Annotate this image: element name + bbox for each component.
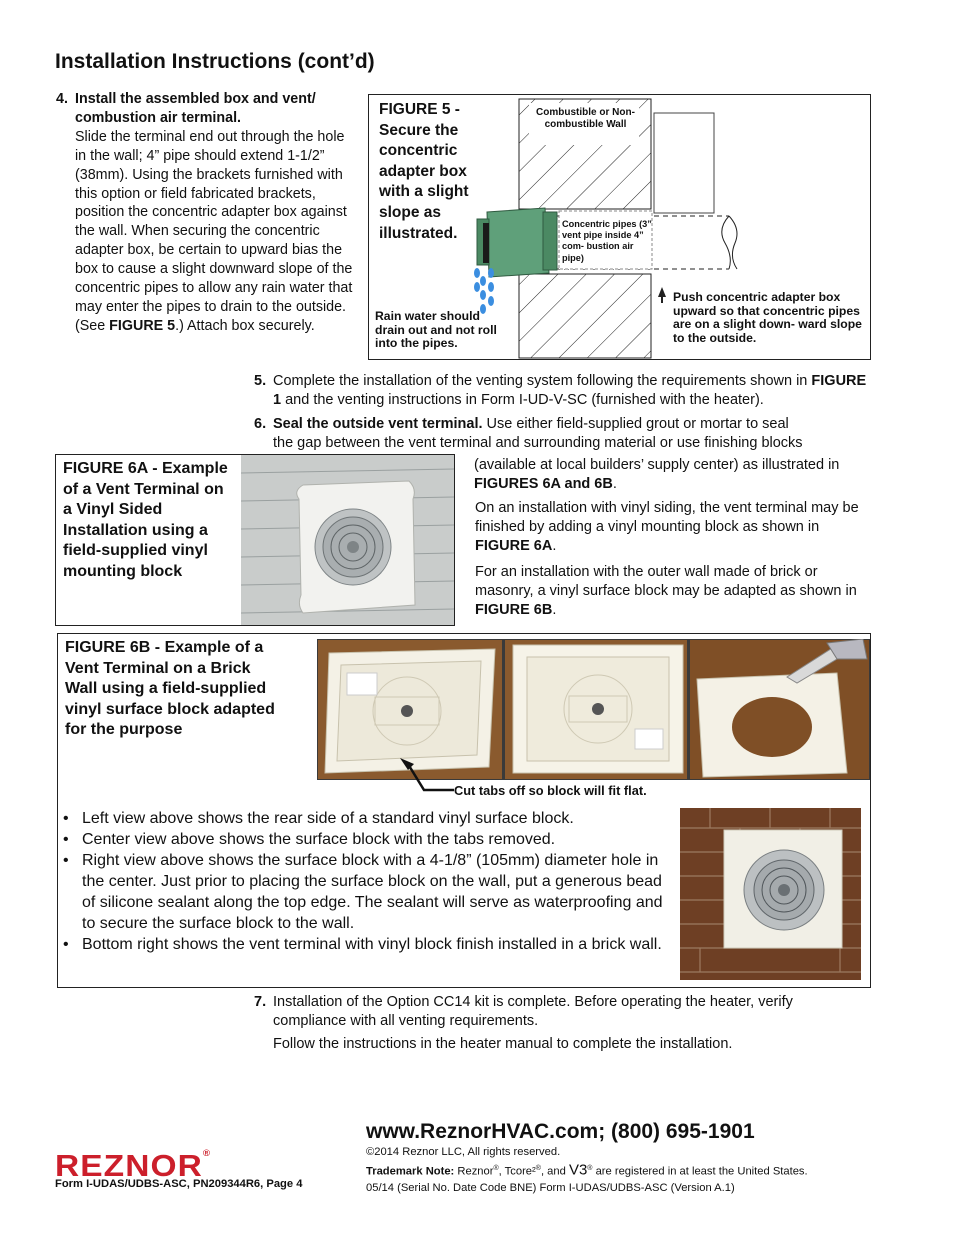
step-body: Seal the outside vent terminal. Use either field-supplied grout or mortar to seal the gap between the vent terminal and surrounding material or use finishing blocks [273, 416, 803, 451]
step-4 [56, 90, 354, 336]
step-number: 5. [254, 373, 267, 389]
step-number: 6. [254, 416, 267, 432]
list-item: • Right view above shows the surface block with a 4-1/8” (105mm) diameter hole in the center. Just prior to placing the surface block on the wall, put a generous bead of silicone sealant along the top edge. The sealant will serve as waterproofing and to secure the surface block to the wall. [62, 850, 672, 934]
figure-6b-caption: FIGURE 6B - Example of a Vent Terminal on a Brick Wall using a field-supplied vinyl surface block adapted for the purpose [65, 639, 275, 739]
wall-label: Combustible or Non-combustible Wall [536, 107, 635, 130]
step-6 [254, 415, 869, 453]
figure-reference: FIGURE 6A [475, 538, 553, 554]
reznor-logo: REZNOR® [55, 1148, 212, 1183]
rain-water-drops [474, 268, 494, 314]
step-7-follow: Follow the instructions in the heater manual to complete the installation. [273, 1036, 733, 1052]
list-item: • Left view above shows the rear side of a standard vinyl surface block. [62, 808, 672, 829]
step-5 [254, 372, 869, 410]
step-body: Complete the installation of the venting system following the requirements shown in FIGURE 1 and the venting instructions in Form I-UD-V-SC (furnished with the heater). [273, 373, 867, 408]
form-number: Form I-UDAS/UDBS-ASC, PN209344R6, Page 4 [55, 1178, 303, 1190]
figure-6a-caption: FIGURE 6A - Example of a Vent Terminal on a Vinyl Sided Installation using a field-supplied vinyl mounting block [63, 460, 228, 580]
footer-notes [366, 1144, 926, 1196]
vinyl-paragraph: On an installation with vinyl siding, the vent terminal may be finished by adding a vinyl mounting block as shown in FIGURE 6A. [475, 500, 859, 554]
step-body: Installation of the Option CC14 kit is complete. Before operating the heater, verify compliance with all venting requirements. [273, 994, 793, 1029]
figure-reference: FIGURE 1 [273, 373, 867, 408]
step-heading: Install the assembled box and vent/ combustion air terminal. [75, 91, 316, 126]
heater-outline [654, 113, 714, 213]
step-6-continued: (available at local builders’ supply center) as illustrated in FIGURES 6A and 6B. [474, 457, 840, 492]
photo-tabs-removed [505, 640, 687, 779]
page-title: Installation Instructions (cont’d) [55, 50, 375, 73]
wall-lower [519, 274, 651, 358]
serial-info: 05/14 (Serial No. Date Code BNE) Form I-UDAS/UDBS-ASC (Version A.1) [366, 1181, 735, 1194]
pipes-label: Concentric pipes (3” vent pipe inside 4” com- bustion air pipe) [562, 219, 652, 263]
figure-5-caption: FIGURE 5 - Secure the concentric adapter box with a slight slope as illustrated. [379, 101, 469, 242]
figure-reference: FIGURE 5 [109, 317, 176, 334]
step-heading: Seal the outside vent terminal. [273, 416, 483, 432]
figure-6b-installed-photo [680, 808, 861, 980]
copyright: ©2014 Reznor LLC, All rights reserved. [366, 1146, 561, 1158]
figure-6a-photo [241, 455, 454, 625]
figure-6b-bullets [62, 808, 672, 955]
step-number: 4. [56, 91, 68, 107]
concentric-adapter-box [487, 208, 549, 277]
photo-hole-cut [690, 639, 869, 779]
website-phone: www.ReznorHVAC.com; (800) 695-1901 [366, 1120, 755, 1143]
list-item: • Bottom right shows the vent terminal with vinyl block finish installed in a brick wall. [62, 934, 672, 955]
cut-tabs-arrow-icon [398, 756, 458, 796]
step-body: Slide the terminal end out through the hole in the wall; 4” pipe should extend 1-1/2” (38mm). Using the brackets furnished with this option or field fabricated brackets, position the concentric adapter box against the wall. When securing the concentric adapter box, be certain to upward bias the box to cause a slight downward slope of the concentric pipes to allow any rain water that may enter the pipes to drain to the outside. (See FIGURE 5.) Attach box securely. [75, 128, 353, 334]
cut-tabs-label: Cut tabs off so block will fit flat. [454, 783, 647, 798]
list-item: • Center view above shows the surface block with the tabs removed. [62, 829, 672, 850]
step-7 [254, 993, 869, 1031]
step-number: 7. [254, 994, 267, 1010]
brick-paragraph: For an installation with the outer wall made of brick or masonry, a vinyl surface block may be adapted as shown in FIGURE 6B. [475, 564, 857, 618]
figure-reference: FIGURE 6B [475, 602, 553, 618]
rain-label: Rain water should drain out and not roll into the pipes. [375, 309, 497, 351]
figure-reference: FIGURES 6A and 6B [474, 476, 613, 492]
push-label: Push concentric adapter box upward so that concentric pipes are on a slight down- ward slope to the outside. [673, 290, 862, 345]
trademark-note: Trademark Note: Reznor®, Tcore²®, and V3® are registered in at least the United States. [366, 1161, 808, 1179]
